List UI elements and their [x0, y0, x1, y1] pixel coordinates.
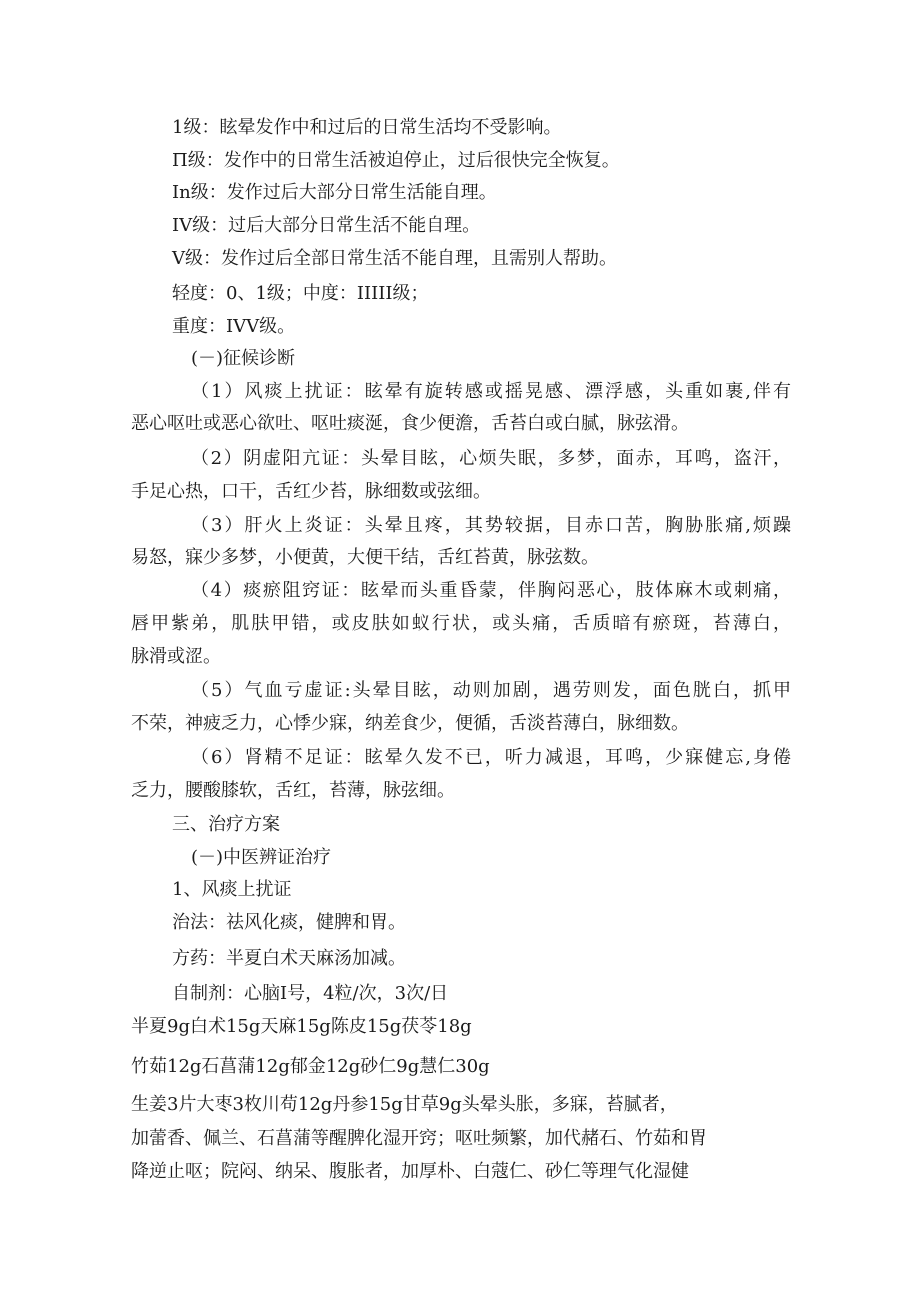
syndrome-6-line-2: 乏力，腰酸膝软，舌红，苔薄，脉弦细。	[131, 780, 455, 801]
grade-line-3: In级：发作过后大部分日常生活能自理。	[172, 182, 497, 203]
tcm-heading: (－)中医辨证治疗	[191, 847, 332, 868]
herb-line-5: 降逆止呕；院闷、纳呆、腹胀者，加厚朴、白蔻仁、砂仁等理气化湿健	[131, 1161, 689, 1182]
grade-line-4: IV级：过后大部分日常生活不能自理。	[172, 215, 481, 236]
grade-line-2: Π级：发作中的日常生活被迫停止，过后很快完全恢复。	[172, 150, 620, 171]
herb-line-3: 生姜3片大枣3枚川苟12g丹参15g甘草9g头晕头胀，多寐，苔腻者，	[131, 1094, 678, 1115]
formula: 方药：半夏白术天麻汤加减。	[172, 948, 406, 969]
syndrome-4-line-1: （4）痰瘀阻窍证：眩晕而头重昏蒙，伴胸闷恶心，肢体麻木或刺痛，	[191, 580, 791, 601]
herb-line-4: 加蕾香、佩兰、石菖蒲等醒脾化湿开窍；呕吐频繁，加代赭石、竹茹和胃	[131, 1128, 707, 1149]
herb-line-2: 竹茹12g石菖蒲12g郁金12g砂仁9g慧仁30g	[131, 1056, 490, 1077]
syndrome-4-line-2: 唇甲紫弟，肌肤甲错，或皮肤如蚁行状，或头痛，舌质暗有瘀斑，苔薄白，	[131, 613, 791, 634]
syndrome-heading: (－)征候诊断	[191, 348, 296, 369]
syndrome-6-line-1: （6）肾精不足证：眩晕久发不已，听力减退，耳鸣，少寐健忘,身倦	[191, 747, 791, 768]
severity-mild-moderate: 轻度：0、1级；中度：IIIII级；	[172, 283, 429, 304]
herb-line-1: 半夏9g白术15g天麻15g陈皮15g茯苓18g	[131, 1016, 472, 1037]
item-1-heading: 1、风痰上扰证	[172, 879, 292, 900]
syndrome-1-line-1: （1）风痰上扰证：眩晕有旋转感或摇晃感、漂浮感，头重如裹,伴有	[191, 381, 791, 402]
treatment-method: 治法：祛风化痰，健脾和胃。	[172, 912, 406, 933]
syndrome-5-line-1: （5）气血亏虚证:头晕目眩，动则加剧，遇劳则发，面色胱白，抓甲	[191, 680, 791, 701]
syndrome-5-line-2: 不荣，神疲乏力，心悸少寐，纳差食少，便循，舌淡苔薄白，脉细数。	[131, 713, 689, 734]
preparation: 自制剂：心脑I号，4粒/次，3次/日	[172, 983, 449, 1004]
syndrome-2-line-1: （2）阴虚阳亢证：头晕目眩，心烦失眠，多梦，面赤，耳鸣，盗汗，	[191, 448, 791, 469]
syndrome-3-line-2: 易怒，寐少多梦，小便黄，大便干结，舌红苔黄，脉弦数。	[131, 547, 599, 568]
syndrome-1-line-2: 恶心呕吐或恶心欲吐、呕吐痰涎，食少便澹，舌苔白或白腻，脉弦滑。	[131, 413, 689, 434]
syndrome-3-line-1: （3）肝火上炎证：头晕且疼，其势较据，目赤口苦，胸胁胀痛,烦躁	[191, 515, 791, 536]
syndrome-4-line-3: 脉滑或涩。	[131, 646, 221, 667]
treatment-heading: 三、治疗方案	[172, 814, 280, 835]
syndrome-2-line-2: 手足心热，口干，舌红少苔，脉细数或弦细。	[131, 481, 491, 502]
grade-line-5: V级：发作过后全部日常生活不能自理，且需别人帮助。	[172, 248, 617, 269]
severity-severe: 重度：IVV级。	[172, 316, 296, 337]
grade-line-1: 1级：眩晕发作中和过后的日常生活均不受影响。	[172, 117, 562, 138]
